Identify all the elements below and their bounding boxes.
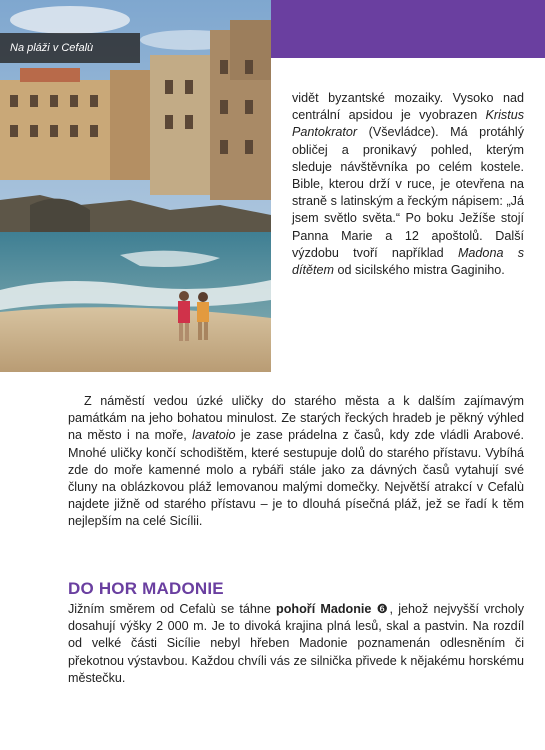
text-span: od sicilského mistra Gaginiho.: [334, 263, 505, 278]
text-span-italic: lavatoio: [192, 428, 236, 443]
text-span: vidět byzantské mozaiky. Vysoko nad centrální apsidou je vyobrazen: [292, 91, 524, 123]
body-paragraph: [68, 393, 524, 531]
text-span: (Vševládce). Má protáhlý obličej a pronikavý pohled, kterým sleduje návštěvníka po celém kostele. Bible, kterou drží v ruce, je otevřena na straně s latinským a řeckým nápisem: „Já jsem světlo světa.“ Po boku Ježíše stojí Panna Marie a 12 apoštolů. Další výzdobu tvoří například: [292, 125, 524, 260]
section-heading: DO HOR MADONIE: [68, 579, 224, 598]
beach-photo: [0, 0, 271, 372]
map-marker-icon: ❻: [371, 602, 390, 616]
text-span-italic: Madona s dítětem: [292, 245, 524, 278]
text-span: Z náměstí vedou úzké uličky do starého města a k dalším zajímavým památkám na jeho bohatou minulost. Ze starých řeckých hradeb je pěkný výhled na město i na moře,: [68, 394, 524, 443]
section-paragraph: [68, 601, 524, 687]
text-span: je zase prádelna z časů, kdy zde vládli Arabové. Mnohé uličky končí schodištěm, které sestupuje dolů do starého přístavu. Vybíhá zde do moře kamenné molo a rybáři stále jako za dávných časů vytahují své čluny na oblázkovou pláž lemovanou malými domečky. Největší atrakcí v Cefalù najdete jižně od starého přístavu – je to dlouhá písečná pláž, jež se řadí k těm nejlepším na celé Sicílii.: [68, 428, 524, 529]
header-banner: [271, 0, 545, 58]
photo-caption: Na pláži v Cefalù: [0, 33, 140, 63]
text-span: , jehož nejvyšší vrcholy dosahují výšky 2 000 m. Je to divoká krajina plná lesů, skal a pastvin. Na rozdíl od velké části Sicílie nebyl hřeben Madonie poznamenán odlesněním či překotnou výstavbou. Každou chvíli vás ze silnička přivede k nějakému horskému městečku.: [68, 602, 524, 685]
text-span-bold: pohoří Madonie: [276, 602, 372, 616]
text-span: Jižním směrem od Cefalù se táhne: [68, 602, 277, 616]
text-span-italic: Kristus Pantokrator: [292, 108, 524, 140]
column-paragraph: [292, 90, 524, 279]
